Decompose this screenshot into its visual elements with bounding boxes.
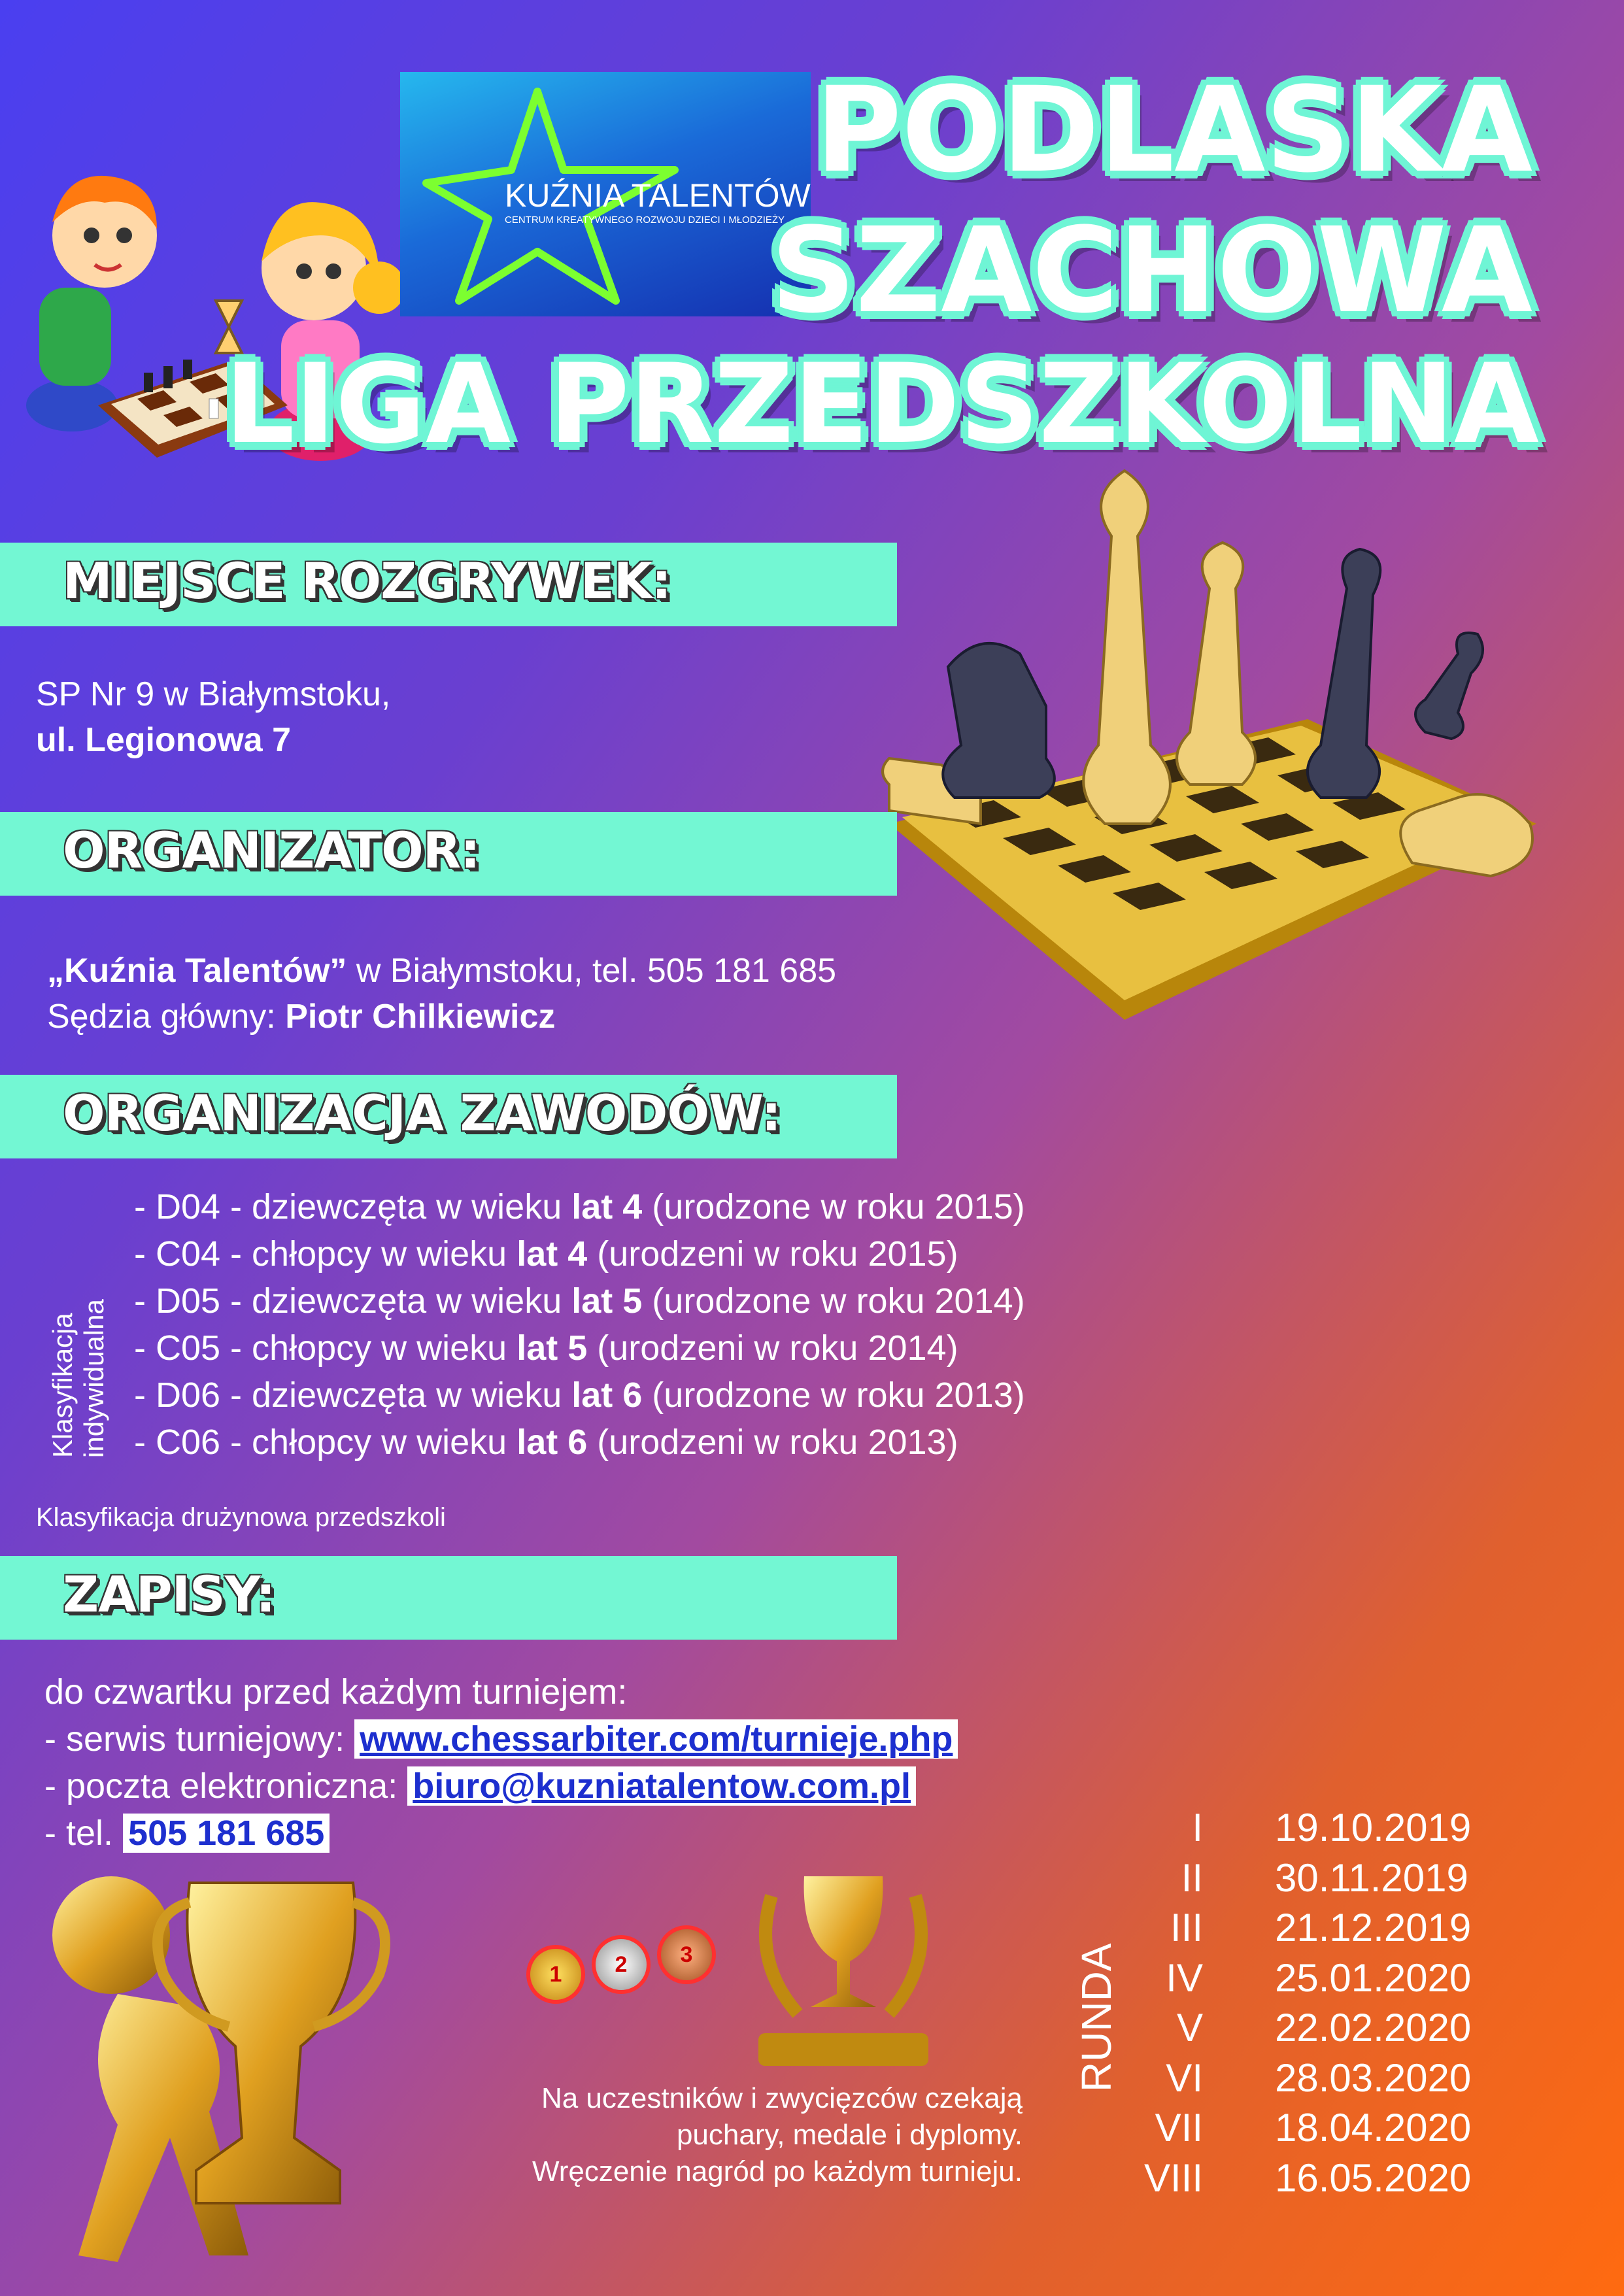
medals-group bbox=[526, 1925, 722, 2017]
chess-board-illustration bbox=[850, 458, 1595, 1046]
venue-heading-band bbox=[0, 543, 897, 626]
email-label: - poczta elektroniczna: bbox=[44, 1766, 408, 1806]
category-item: - D05 - dziewczęta w wieku lat 5 (urodzone w roku 2014) bbox=[134, 1281, 1025, 1321]
prizes-line-3: Wręczenie nagród po każdym turnieju. bbox=[532, 2155, 1023, 2187]
round-row: VII 18.04.2020 bbox=[1155, 2106, 1472, 2150]
service-label: - serwis turniejowy: bbox=[44, 1719, 355, 1759]
venue-heading: MIEJSCE ROZGRYWEK: bbox=[63, 552, 671, 610]
round-label: RUNDA bbox=[1073, 1943, 1120, 2092]
organizer-heading: ORGANIZATOR: bbox=[63, 821, 480, 879]
bronze-medal-icon: 3 bbox=[657, 1925, 716, 1984]
silver-medal-icon: 2 bbox=[592, 1935, 651, 1994]
round-row: II 30.11.2019 bbox=[1181, 1855, 1468, 1900]
vertical-label-2: indywidualna bbox=[78, 1299, 109, 1458]
golden-figure-trophy-illustration bbox=[39, 1863, 405, 2282]
registration-heading-band bbox=[0, 1556, 897, 1640]
category-item: - D04 - dziewczęta w wieku lat 4 (urodzone w roku 2015) bbox=[134, 1187, 1025, 1226]
round-row: VI 28.03.2020 bbox=[1166, 2055, 1472, 2100]
service-link[interactable]: www.chessarbiter.com/turnieje.php bbox=[354, 1719, 958, 1759]
prizes-line-1: Na uczestników i zwycięzców czekają bbox=[541, 2082, 1023, 2114]
gold-medal-icon: 1 bbox=[526, 1945, 585, 2004]
round-row: III 21.12.2019 bbox=[1170, 1906, 1472, 1950]
registration-heading: ZAPISY: bbox=[63, 1565, 275, 1623]
round-row: I 19.10.2019 bbox=[1192, 1806, 1472, 1849]
organization-heading-band bbox=[0, 1075, 897, 1158]
judge-name: Piotr Chilkiewicz bbox=[285, 998, 556, 1036]
vertical-label-1: Klasyfikacja bbox=[47, 1313, 78, 1458]
registration-line-1: do czwartku przed każdym turniejem: bbox=[44, 1672, 628, 1712]
title-line-3: LIGA PRZEDSZKOLNA bbox=[224, 340, 1539, 468]
category-item: - C04 - chłopcy w wieku lat 4 (urodzeni w roku 2015) bbox=[134, 1234, 958, 1274]
title-line-1: PODLASKA bbox=[815, 62, 1532, 199]
individual-classification-label bbox=[47, 1299, 110, 1458]
category-list bbox=[134, 1183, 1025, 1466]
judge-label: Sędzia główny: bbox=[47, 998, 286, 1036]
category-item: - D06 - dziewczęta w wieku lat 6 (urodzone w roku 2013) bbox=[134, 1376, 1025, 1415]
phone-number: 505 181 685 bbox=[123, 1814, 330, 1853]
organizer-name: „Kuźnia Talentów” bbox=[47, 952, 347, 990]
prizes-text bbox=[532, 2080, 1023, 2190]
organizer-info bbox=[47, 948, 836, 1039]
round-row: V 22.02.2020 bbox=[1176, 2006, 1472, 2050]
title-line-2: SZACHOWA bbox=[771, 203, 1532, 339]
category-item: - C06 - chłopcy w wieku lat 6 (urodzeni w roku 2013) bbox=[134, 1423, 958, 1462]
organizer-city-phone: w Białymstoku, tel. 505 181 685 bbox=[347, 952, 837, 990]
team-classification-note: Klasyfikacja drużynowa przedszkoli bbox=[36, 1503, 446, 1532]
venue-address bbox=[36, 671, 390, 763]
round-schedule bbox=[1131, 1803, 1471, 2203]
organization-heading: ORGANIZACJA ZAWODÓW: bbox=[63, 1084, 781, 1142]
email-link[interactable]: biuro@kuzniatalentow.com.pl bbox=[407, 1766, 916, 1806]
trophy-laurel-icon bbox=[745, 1857, 941, 2079]
venue-line-2: ul. Legionowa 7 bbox=[36, 721, 292, 759]
logo-tagline: CENTRUM KREATYWNEGO ROZWOJU DZIECI I MŁODZIEŻY bbox=[505, 214, 785, 226]
category-item: - C05 - chłopcy w wieku lat 5 (urodzeni w roku 2014) bbox=[134, 1328, 958, 1368]
prizes-line-2: puchary, medale i dyplomy. bbox=[676, 2119, 1023, 2151]
round-row: VIII 16.05.2020 bbox=[1143, 2155, 1472, 2200]
round-row: IV 25.01.2020 bbox=[1166, 1955, 1472, 2000]
logo-name: KUŹNIA TALENTÓW bbox=[505, 177, 811, 214]
logo bbox=[400, 72, 811, 316]
venue-line-1: SP Nr 9 w Białymstoku, bbox=[36, 675, 391, 713]
organizer-heading-band bbox=[0, 812, 897, 896]
registration-info bbox=[44, 1668, 958, 1857]
phone-label: - tel. bbox=[44, 1814, 124, 1853]
